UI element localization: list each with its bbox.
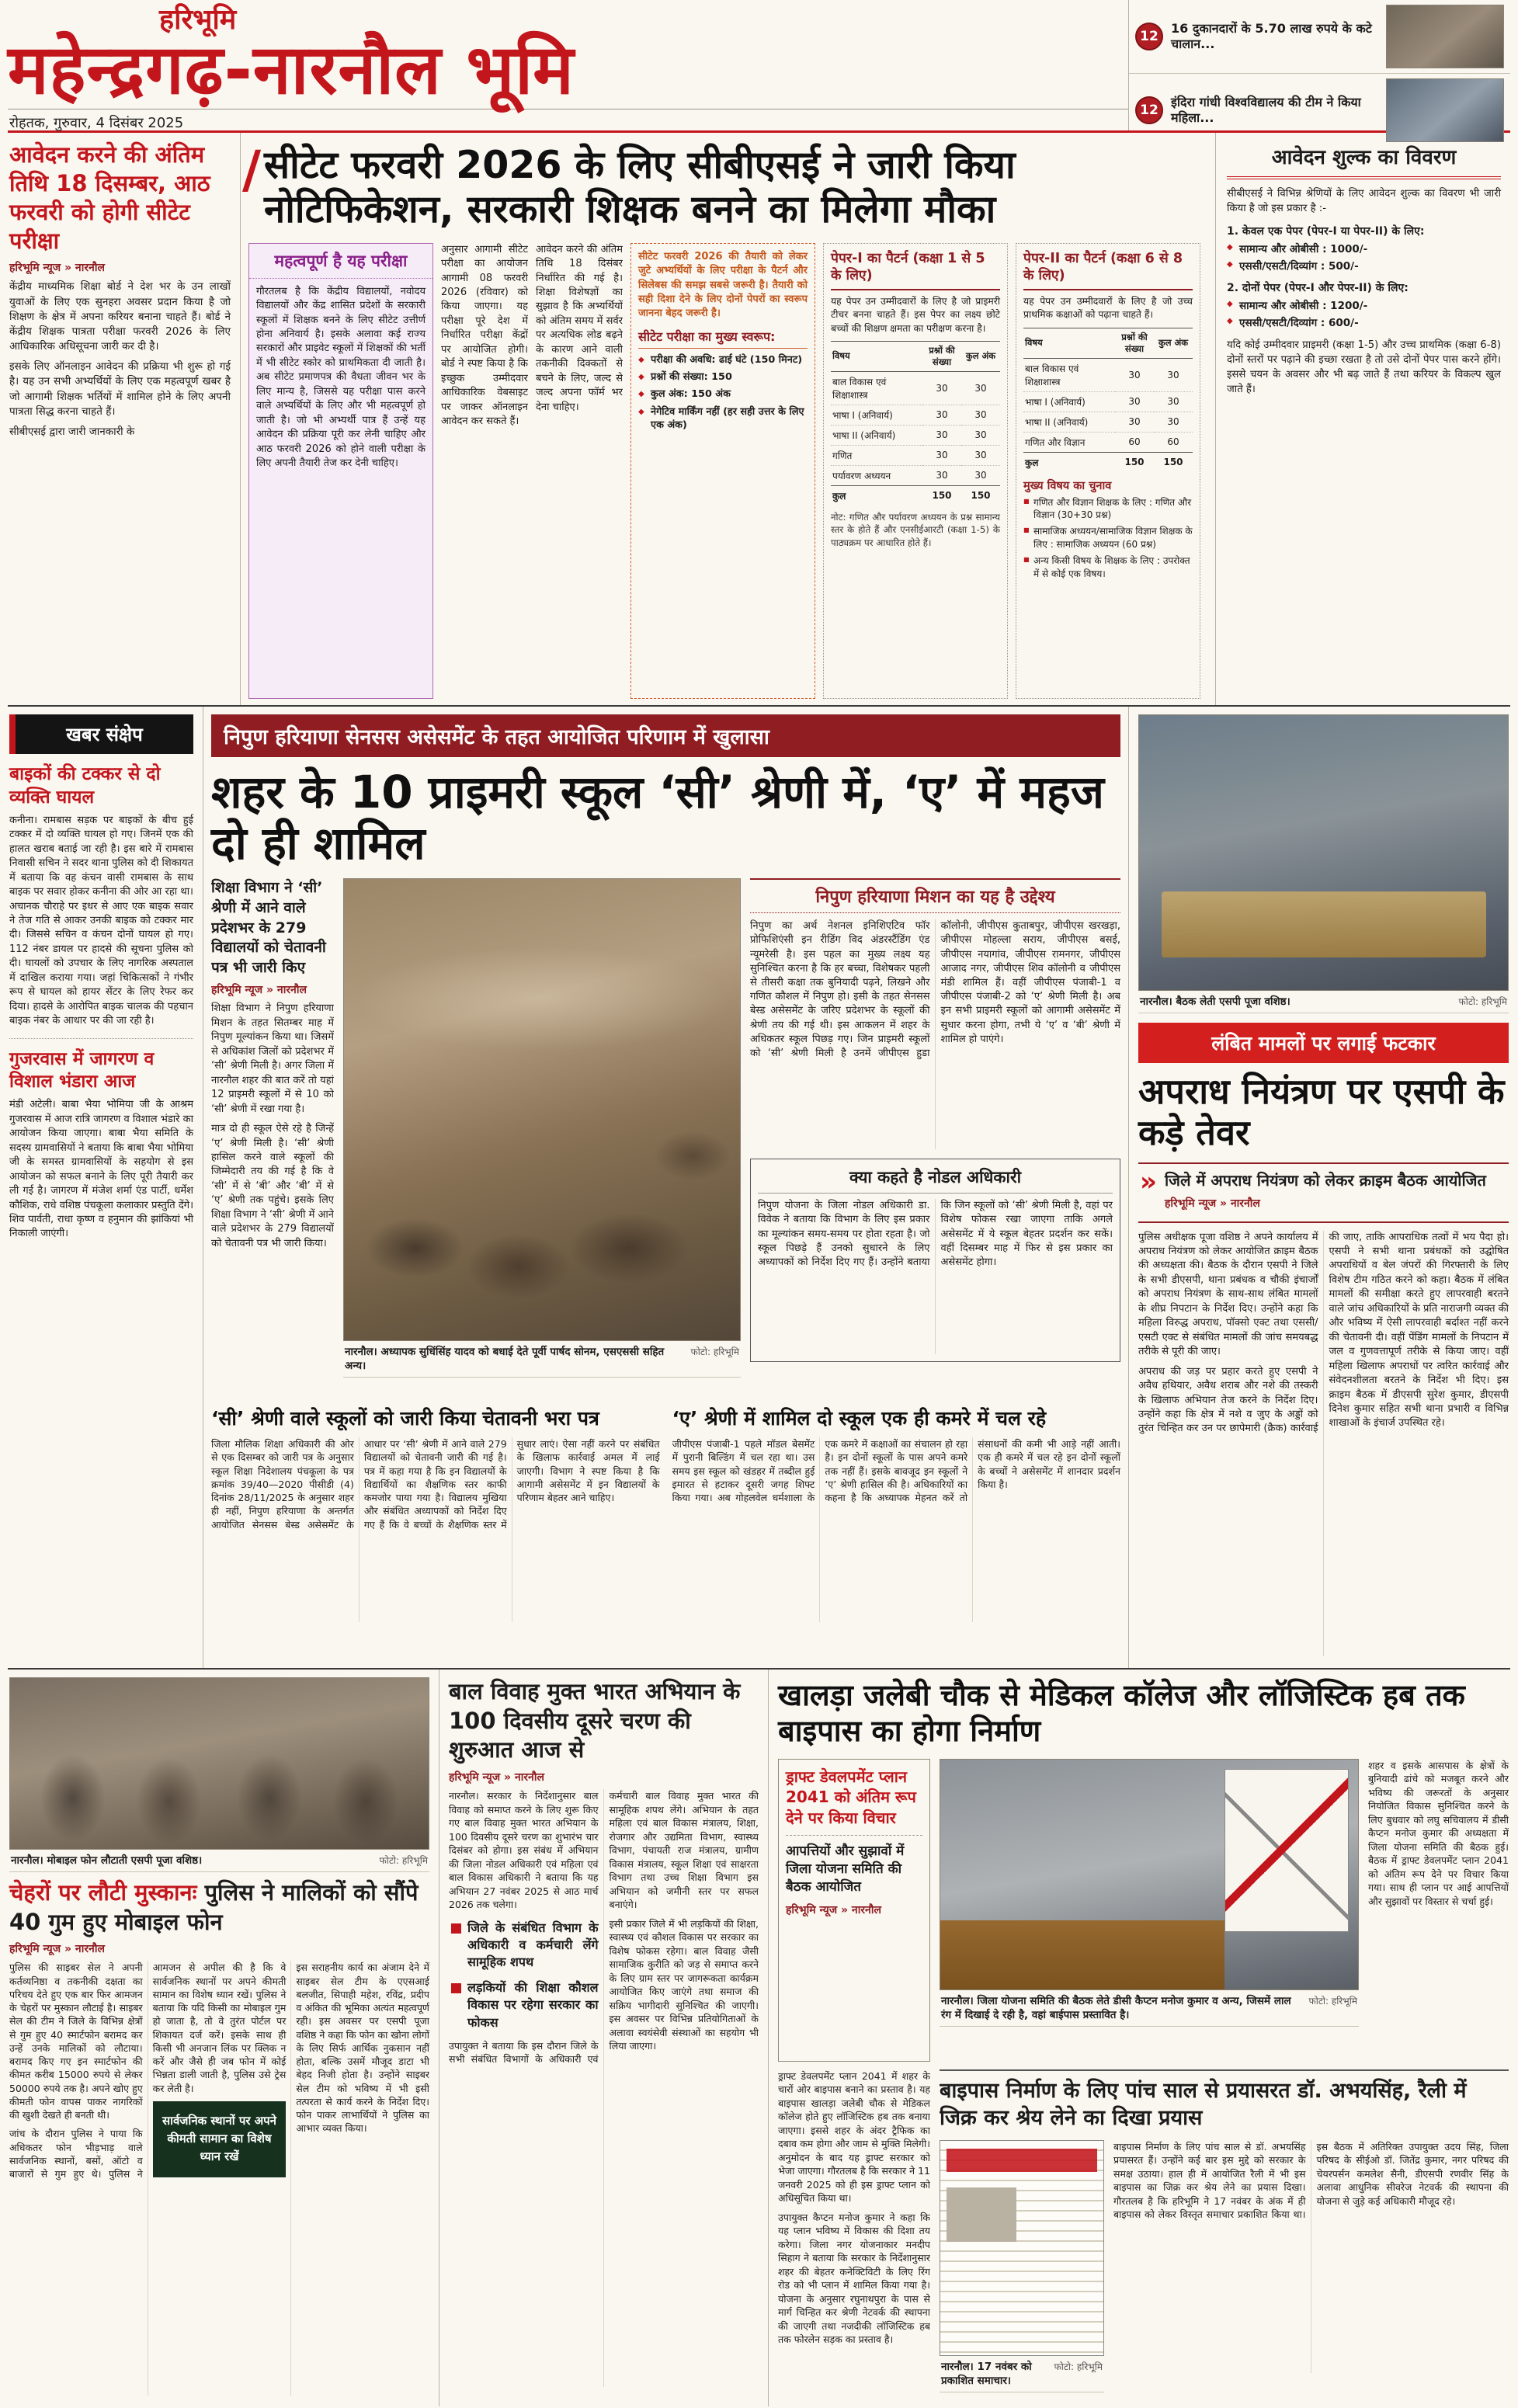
box-title: निपुण हरियाणा मिशन का यह है उद्देश्य <box>750 878 1120 913</box>
paragraph: मात्र दो ही स्कूल ऐसे रहे है जिन्हें ‘ए’ श्रेणी मिली है। ‘सी’ श्रेणी हासिल करने वाले स्कूलों की जिम्मेदारी तय की गई है कि वे ‘सी’ में से ‘बी’ और ‘बी’ में से ‘ए’ श्रेणी तक पहुंचे। इसके लिए शिक्षा विभाग ने ‘सी’ श्रेणी में आने वाले प्रदेशभर के 279 विद्यालयों को चेतावनी पत्र भी जारी किया। <box>211 1123 334 1249</box>
phones-photo-figure <box>9 1677 429 1872</box>
credit-sub-story <box>940 2069 1509 2400</box>
box-title: पेपर-II का पैटर्न (कक्षा 6 से 8 के लिए) <box>1023 250 1193 291</box>
table-cell: 30 <box>1115 358 1154 391</box>
photo-credit: फोटो: हरिभूमि <box>1308 1995 1357 2007</box>
list-item: ◆ कुल अंक: 150 अंक <box>638 387 808 401</box>
list-item: लड़कियों की शिक्षा कौशल विकास पर रहेगा सरकार का फोकस <box>449 1979 599 2031</box>
fee-lines <box>1227 298 1501 329</box>
nipun-body-row <box>211 878 1120 1397</box>
caption-text: नारनौल। अध्यापक सुधिंसिंह यादव को बधाई देते पूर्वी पार्षद सोनम, एसएससी सहित अन्य। <box>345 1346 665 1373</box>
planning-meeting-photo <box>940 1759 1359 1990</box>
list-item: ■ अन्य किसी विषय के शिक्षक के लिए : उपरोक्त में से कोई एक विषय। <box>1023 554 1193 581</box>
table-cell: गणित और विज्ञान <box>1023 432 1115 452</box>
paragraph: अपराध की जड़ पर प्रहार करते हुए एसपी ने अवैध हथियार, अवैध शराब और नशे की तस्करी के खिलाफ अभियान तेज करने के निर्देश दिए। उन्होंने कहा कि क्षेत्र में नशे व जुए के अड्डों को तुरंत चिन्हित कर उन पर छापेमारी (क्रैक) कार्रवाई की जाए, ताकि आपराधिक तत्वों में भय पैदा हो। एसपी ने सभी थाना प्रबंधकों को उद्घोषित अपराधियों व बेल जंपरों की गिरफ्तारी के लिए विशेष टीम गठित करने को कहा। बैठक में लंबित मामलों की समीक्षा करते हुए लापरवाही बरतने वाले जांच अधिकारियों के प्रति नाराजगी व्यक्त की और भविष्य में ऐसी लापरवाही बर्दाश्त नहीं करने की चेतावनी दी। वहीं पेंडिंग मामलों के निपटान में जल व गुणवत्तापूर्ण तरीके से किया जाए। वहीं महिला खिलाफ अपराधों पर त्वरित कार्रवाई और संवेदनशीलता बरतने के निर्देश भी दिए। इस क्राइम बैठक में डीएसपी सुरेश कुमार, डीएसपी दिनेश कुमार सहित सभी थाना प्रभारी व विभिन्न शाखाओं के इंचार्ज उपस्थित रहे। <box>1138 1231 1509 1435</box>
box-intro: यह पेपर उन उम्मीदवारों के लिए है जो उच्च प्राथमिक कक्षाओं को पढ़ाना चाहते हैं। <box>1023 296 1193 321</box>
table-cell: गणित <box>831 445 922 465</box>
table-cell: 30 <box>922 405 961 425</box>
paragraph: आवेदन करने की अंतिम तिथि 18 दिसंबर निर्धारित की गई है। शिक्षा विशेषज्ञों का सुझाव है कि अभ्यर्थियों को अंतिम समय में सर्वर पर अत्यधिक लोड बढ़ने के कारण आने वाली तकनीकी दिक्कतों से बचने के लिए, जल्द से जल्द अपना फॉर्म भर देना चाहिए। <box>536 243 623 413</box>
table-cell: 30 <box>922 425 961 445</box>
box-title: महत्वपूर्ण है यह परीक्षा <box>249 244 432 279</box>
box-title: ड्राफ्ट डेवलपमेंट प्लान 2041 को अंतिम रूप देने पर किया विचार <box>786 1767 922 1836</box>
table-header-row <box>1023 328 1193 358</box>
table-cell: कुल <box>1023 452 1115 472</box>
box-subtitle: मुख्य विषय का चुनाव <box>1023 479 1112 492</box>
byline: हरिभूमि न्यूज » नारनौल <box>211 984 307 997</box>
paper2-box <box>1016 243 1200 699</box>
table-cell: 150 <box>1115 452 1154 472</box>
marriage-headline: बाल विवाह मुक्त भारत अभियान के 100 दिवसीय दूसरे चरण की शुरुआत आज से <box>449 1678 741 1763</box>
caption-text: नारनौल। बैठक लेती एसपी पूजा वशिष्ठ। <box>1140 996 1290 1008</box>
nipun-sub-articles <box>211 1406 1120 1662</box>
nipun-left-column <box>211 878 334 1397</box>
list-item: ■ गणित और विज्ञान शिक्षक के लिए : गणित और विज्ञान (30+30 प्रश्न) <box>1023 496 1193 523</box>
news-in-brief-column <box>8 707 203 1668</box>
nipun-right-column <box>750 878 1120 1397</box>
fee-section-head: 2. दोनों पेपर (पेपर-I और पेपर-II) के लिए: <box>1227 282 1409 295</box>
photo-credit: फोटो: हरिभूमि <box>690 1346 739 1358</box>
table-cell: 30 <box>1154 391 1193 412</box>
byline: हरिभूमि न्यूज » नारनौल <box>786 1903 881 1916</box>
article-body <box>211 1002 334 1251</box>
brief-photo <box>1386 5 1504 68</box>
brief-article-body: मंडी अटेली। बाबा भैया भोमिया जी के आश्रम गुजरवास में आज रात्रि जागरण व विशाल भंडारे का आयोजन किया जाएगा। बाबा भैया समिति के सदस्य ग्रामवासियों ने बताया कि बाबा भैया भोमिया जी के समस्त ग्रामवासियों के सहयोग से इस आयोजन को सफल बनाने के लिए पूरी तैयारी कर ली गई है। जागरण में मंजेश शर्मा एंड पार्टी, धर्मेश कौशिक, राधे वशिष्ठ पंचकूला कलाकार प्रस्तुति देंगे। शिव पार्वती, राधा कृष्ण व हनुमान की झांकियां भी निकाली जाएंगी। <box>9 1099 193 1240</box>
photo-credit: फोटो: हरिभूमि <box>1054 2361 1103 2372</box>
table-cell: 30 <box>961 465 1000 485</box>
nipun-photo-figure <box>343 878 741 1397</box>
table-cell: 60 <box>1154 432 1193 452</box>
table-row <box>1023 412 1193 432</box>
photo-caption <box>343 1341 741 1378</box>
table-cell: 30 <box>1154 412 1193 432</box>
table-header-row <box>831 341 1000 371</box>
table-cell: कुल <box>831 485 922 506</box>
table-row <box>1023 358 1193 391</box>
box-body: निपुण का अर्थ नेशनल इनिशिएटिव फॉर प्रोफिशिएंसी इन रीडिंग विद अंडरस्टैंडिंग एंड न्यूमरेसी है। इस पहल का मुख्य लक्ष्य यह सुनिश्चित करना है कि हर बच्चा, विशेषकर पहली से तीसरी कक्षा तक बुनियादी पढ़ने, लिखने और गणित कौशल में निपुण हो। इसी के तहत सेनसस बेस्ड असेसमेंट के जरिए प्रदेशभर के स्कूलों की श्रेणी तय की गई थी। इस आकलन में शहर के अधिकतर स्कूल पिछड़ गए। जिन प्राइमरी स्कूलों को ‘सी’ श्रेणी मिली है उनमें जीपीएस हुडा कॉलोनी, जीपीएस कुताबपुर, जीपीएस खरखड़ा, जीपीएस मोहल्ला सराय, जीपीएस बसई, जीपीएस नयागांव, जीपीएस रामनगर, जीपीएस आजाद नगर, जीपीएस शिव कॉलोनी व जीपीएस मंडी शामिल हैं। वहीं जीपीएस पंजाबी-1 व जीपीएस पंजाबी-2 को ‘ए’ श्रेणी मिली है। अब इन सभी प्राइमरी स्कूलों को आगामी असेसमेंट में सुधार करना होगा, तभी ये ‘ए’ व ‘बी’ श्रेणी में शामिल हो पाएंगे। <box>750 920 1120 1059</box>
list-item: ◆ एससी/एसटी/दिव्यांग : 600/- <box>1227 315 1501 329</box>
box-title: सीटेट परीक्षा का मुख्य स्वरूप: <box>638 328 808 349</box>
table-cell: 150 <box>1154 452 1193 472</box>
table-cell: 60 <box>1115 432 1154 452</box>
sub-article-body: जिला मौलिक शिक्षा अधिकारी की ओर से एक दिसम्बर को जारी पत्र के अनुसार स्कूल शिक्षा निदेशालय पंचकूला के पत्र क्रमांक 39/40—2020 पीसीडी (4) दिनांक 28/11/2025 के अनुसार शहर ही नहीं, निपुण हरियाणा के अन्तर्गत आयोजित सेनसस बेस्ड असेसमेंट के आधार पर ‘सी’ श्रेणी में आने वाले 279 विद्यालयों को चेतावनी जारी की गई है। पत्र में कहा गया है कि इन विद्यालयों के विद्यार्थियों का शैक्षणिक स्तर काफी कमजोर पाया गया है। विद्यालय मुखिया और संबंधित अध्यापकों को निर्देश दिए गए हैं कि वे बच्चों के शैक्षणिक स्तर में सुधार लाएं। ऐसा नहीं करने पर संबंधित के खिलाफ कार्रवाई अमल में लाई जाएगी। विभाग ने स्पष्ट किया है कि आगामी असेसमेंट में इन विद्यालयों के परिणाम बेहतर आने चाहिए। <box>211 1438 660 1531</box>
article-body <box>9 280 231 440</box>
story-subhead: शिक्षा विभाग ने ‘सी’ श्रेणी में आने वाले प्रदेशभर के 279 विद्यालयों को चेतावनी पत्र भी जारी किए <box>211 879 326 976</box>
brief-article-headline: गुजरवास में जागरण व विशाल भंडारा आज <box>9 1048 155 1093</box>
paragraph: शिक्षा विभाग ने निपुण हरियाणा मिशन के तहत सितम्बर माह में निपुण मूल्यांकन किया था। जिसमें से अधिकांश जिलों को प्रदेशभर में ‘सी’ श्रेणी मिली है। अगर जिला में नारनौल शहर की बात करें तो यहां 12 प्राइमरी स्कूलों में से 10 को ‘सी’ श्रेणी में रखा गया है। <box>211 1002 334 1115</box>
page-number-badge: 12 <box>1135 96 1163 124</box>
newspaper-clipping <box>940 2140 1104 2356</box>
table-cell: भाषा I (अनिवार्य) <box>1023 391 1115 412</box>
article-body: बाइपास निर्माण के लिए पांच साल से डॉ. अभयसिंह प्रयासरत हैं। उन्होंने कई बार इस मुद्दे को सरकार के समक्ष उठाया। हाल ही में आयोजित रैली में भी इस बाइपास का जिक्र कर श्रेय लेने का प्रयास दिखा। गौरतलब है कि हरिभूमि ने 17 नवंबर के अंक में ही बाइपास को लेकर विस्तृत समाचार प्रकाशित किया था। इस बैठक में अतिरिक्त उपायुक्त उदय सिंह, जिला परिषद के सीईओ डॉ. जितेंद्र कुमार, नगर परिषद की चेयरपर्सन कमलेश सैनी, डीएसपी रणवीर सिंह के अलावा आधुनिक सीवरेज नेटवर्क की स्थापना की योजना से जुड़े कई अधिकारी मौजूद रहे। <box>1113 2140 1509 2221</box>
sub-article <box>672 1406 1121 1662</box>
sub-article-headline: ‘ए’ श्रेणी में शामिल दो स्कूल एक ही कमरे में चल रहे <box>672 1407 1047 1430</box>
table-row <box>831 425 1000 445</box>
list-item: ■ सामाजिक अध्ययन/सामाजिक विज्ञान शिक्षक के लिए : सामाजिक अध्ययन (60 प्रश्न) <box>1023 525 1193 551</box>
nodal-officer-box <box>750 1159 1120 1362</box>
plan-info-box <box>778 1759 930 2062</box>
masthead-brief <box>1129 0 1510 73</box>
byline: हरिभूमि न्यूज » नारनौल <box>1164 1197 1260 1210</box>
table-note: नोट: गणित और पर्यावरण अध्ययन के प्रश्न सामान्य स्तर के होते हैं और एनसीईआरटी (कक्षा 1-5) के पाठ्यक्रम पर आधारित होते हैं। <box>831 511 1000 548</box>
ctet-side-article <box>8 133 241 705</box>
column-header: प्रश्नों की संख्या <box>922 341 961 371</box>
brief-article-body: कनीना। रामबास सड़क पर बाइकों के बीच हुई टक्कर में दो व्यक्ति घायल हो गए। जिनमें एक की हालत खराब बताई जा रही है। इस बारे में रामबास निवासी सचिन ने सदर थाना पुलिस को दी शिकायत में बताया कि वह कंचन वासी रामबास के साथ बाइक पर सवार होकर कनीना की ओर आ रहा था। अचानक चौराहे पर इधर से आए एक बाइक सवार ने तेज गति से आकर उनकी बाइक को टक्कर मार दी। जिससे सचिन व कंचन दोनों घायल हो गए। 112 नंबर डायल पर हादसे की सूचना पुलिस को दी। घायलों को उपचार के लिए नागरिक अस्पताल में दाखिल कराया गया। जहां चिकित्सकों ने गंभीर रूप से घायल को हायर सेंटर के लिए रेफर कर दिया। हादसे के आरोपित बाइक चालक की पहचान बाइक नंबर के आधार पर की जा रही है। <box>9 814 193 1027</box>
bottom-section <box>8 1668 1510 2406</box>
photo-credit: फोटो: हरिभूमि <box>1458 996 1507 1007</box>
story-flag: लंबित मामलों पर लगाई फटकार <box>1138 1023 1509 1063</box>
sp-crime-story <box>1128 707 1510 1668</box>
ctet-side-headline: आवेदन करने की अंतिम तिथि 18 दिसम्बर, आठ फरवरी को होगी सीटेट परीक्षा <box>9 141 210 255</box>
page-number-badge: 12 <box>1135 23 1163 50</box>
article-body <box>9 1961 429 2396</box>
table-cell: 30 <box>961 405 1000 425</box>
box-body: गौरतलब है कि केंद्रीय विद्यालयों, नवोदय विद्यालयों और केंद्र शासित प्रदेशों के सरकारी स्कूलों में शिक्षक बनने के लिए सीटेट उत्तीर्ण होना अनिवार्य है। इसके अलावा कई राज्य सरकारों और प्राइवेट स्कूलों में शिक्षकों की भर्ती में भी सीटेट स्कोर को प्राथमिकता दी जाती है। अब सीटेट प्रमाणपत्र की वैधता जीवन भर के लिए मान्य है, जिससे यह परीक्षा पास करने वाले अभ्यर्थियों के लिए और भी महत्वपूर्ण हो जाती है। जो भी अभ्यर्थी पात्र हैं उन्हें यह आवेदन की प्रक्रिया पूरी कर लेनी चाहिए और आठ फरवरी 2026 को होने वाली परीक्षा के लिए अपनी तैयारी तेज कर देनी चाहिए। <box>256 285 426 470</box>
table-cell: 30 <box>961 425 1000 445</box>
dateline: रोहतक, गुरुवार, 4 दिसंबर 2025 <box>8 109 1128 132</box>
fee-section-head: 1. केवल एक पेपर (पेपर-I या पेपर-II) के लिए: <box>1227 225 1425 238</box>
photo-caption <box>940 1990 1359 2027</box>
paragraph: जांच के दौरान पुलिस ने पाया कि अधिकतर फोन भीड़भाड़ वाले सार्वजनिक स्थानों, बसों, ऑटो व बाजारों से गुम हुए थे। पुलिस ने आमजन से अपील की है कि वे सार्वजनिक स्थानों पर अपने कीमती सामान का विशेष ध्यान रखें। पुलिस ने बताया कि यदि किसी का मोबाइल गुम हो जाता है, तो वे तुरंत पोर्टल पर शिकायत दर्ज करें। इसके साथ ही किसी भी अनजान लिंक पर क्लिक न करें और जैसे ही जब फोन में कोई भिन्नता डाली जाती है, पुलिस उसे ट्रेस कर लेती है। <box>9 1961 287 2180</box>
box-title: क्या कहते है नोडल अधिकारी <box>758 1166 1113 1194</box>
story-subhead: जिले में अपराध नियंत्रण को लेकर क्राइम बैठक आयोजित <box>1164 1171 1486 1190</box>
table-cell: 30 <box>922 465 961 485</box>
bypass-story <box>769 1670 1510 2406</box>
paragraph: उपायुक्त ने बताया कि इस दौरान जिले के सभी संबंधित विभागों के अधिकारी एवं कर्मचारी बाल विवाह मुक्त भारत की सामूहिक शपथ लेंगे। अभियान के तहत महिला एवं बाल विकास मंत्रालय, शिक्षा, रोजगार और उद्यमिता विभाग, स्वास्थ्य विभाग, पंचायती राज मंत्रालय, ग्रामीण विकास मंत्रालय, स्कूल शिक्षा एवं साक्षरता विभाग तथा उच्च शिक्षा विभाग इस अभियान को जमीनी स्तर पर सफल बनाएंगे। <box>449 1790 759 2066</box>
table-cell: 150 <box>922 485 961 506</box>
table-row <box>1023 391 1193 412</box>
paragraph: इस सराहनीय कार्य का अंजाम देने में साइबर सेल टीम के एएसआई बलजीत, सिपाही महेश, रविंद्र, प्रदीप व अंकित की भूमिका अत्यंत महत्वपूर्ण रही। इस अवसर पर एसपी पूजा वशिष्ठ ने कहा कि फोन का खोना लोगों के लिए सिर्फ आर्थिक नुकसान नहीं होता, बल्कि उसमें मौजूद डाटा भी बेहद निजी होता है। उन्होंने साइबर सेल टीम को भविष्य में भी इसी तत्परता से कार्य करने के निर्देश दिए। फोन पाकर लाभार्थियों ने पुलिस का आभार व्यक्त किया। <box>296 1961 429 2135</box>
table-row <box>1023 432 1193 452</box>
table-cell: बाल विकास एवं शिक्षाशास्त्र <box>831 371 922 405</box>
list-item: ◆ नेगेटिव मार्किंग नहीं (हर सही उत्तर के लिए एक अंक) <box>638 405 808 433</box>
table-row <box>831 445 1000 465</box>
text-column <box>536 243 623 699</box>
paragraph: सीबीएसई द्वारा जारी जानकारी के <box>9 425 135 438</box>
paragraph: उपायुक्त कैप्टन मनोज कुमार ने कहा कि यह प्लान भविष्य में विकास की दिशा तय करेगा। जिला नगर योजनाकार मनदीप सिहाग ने बताया कि सरकार के निर्देशानुसार शहर की बेहतर कनेक्टिविटी के लिए रिंग रोड को भी प्लान में शामिल किया गया है। योजना के अनुसार रघुनाथपुरा के पास से मार्ग चिन्हित कर श्रेणी नेटवर्क की स्थापना की जाएगी तथा नजदीकी लॉजिस्टिक हब तक फोरलेन सड़क का प्रस्ताव है। <box>778 2211 930 2346</box>
table-cell: बाल विकास एवं शिक्षाशास्त्र <box>1023 358 1115 391</box>
sub-article <box>211 1406 660 1662</box>
caption-text: नारनौल। जिला योजना समिति की बैठक लेते डीसी कैप्टन मनोज कुमार व अन्य, जिसमें लाल रंग में दिखाई दे रही है, वहां बाईपास प्रस्तावित है। <box>941 1994 1291 2021</box>
table-row <box>831 371 1000 405</box>
sp-headline: अपराध नियंत्रण पर एसपी के कड़े तेवर <box>1138 1071 1505 1154</box>
list-item: जिले के संबंधित विभाग के अधिकारी व कर्मचारी लेंगे सामूहिक शपथ <box>449 1920 599 1972</box>
table-row <box>831 465 1000 485</box>
choice-items <box>1023 496 1193 581</box>
table-cell: 30 <box>922 445 961 465</box>
column-header: विषय <box>831 341 922 371</box>
bypass-bottom-row <box>778 2069 1509 2400</box>
paragraph: पुलिस की साइबर सेल ने अपनी कर्तव्यनिष्ठा व तकनीकी दक्षता का परिचय देते हुए एक बार फिर आमजन के चेहरों पर मुस्कान लौटाई है। साइबर सेल की टीम ने जिले के विभिन्न क्षेत्रों से गुम हुए 40 स्मार्टफोन बरामद कर उन्हें उनके मालिकों को लौटाया। बरामद किए गए इन स्मार्टफोन की कीमत करीब 15000 रुपये से लेकर 50000 रुपये तक है। अपने खोए हुए कीमती फोन वापस पाकर नागरिकों की खुशी देखते ही बनती थी। <box>9 1961 143 2121</box>
box-intro: यह पेपर उन उम्मीदवारों के लिए है जो प्राइमरी टीचर बनना चाहते हैं। इस पेपर का लक्ष्य छोटे बच्चों की शिक्षण क्षमता का परीक्षण करना है। <box>831 296 1000 334</box>
column-header: कुल अंक <box>961 341 1000 371</box>
map-inset <box>1224 1769 1349 1932</box>
child-marriage-story <box>439 1670 769 2406</box>
brief-article-headline: बाइकों की टक्कर से दो व्यक्ति घायल <box>9 764 161 808</box>
ctet-columns <box>241 243 1215 705</box>
box-intro: सीबीएसई ने विभिन्न श्रेणियों के लिए आवेदन शुल्क का विवरण भी जारी किया है जो इस प्रकार है :- <box>1227 188 1501 214</box>
format-items <box>638 353 808 432</box>
paragraph: अनुसार आगामी सीटेट परीक्षा का आयोजन आगामी 08 फरवरी 2026 (रविवार) को किया जाएगा। यह परीक्षा पूरे देश में निर्धारित परीक्षा केंद्रों पर आयोजित होगी। बोर्ड ने स्पष्ट किया है कि इच्छुक उम्मीदवार आधिकारिक वेबसाइट पर जाकर ऑनलाइन आवेदन कर सकते हैं। <box>441 243 528 428</box>
caption-text: नारनौल। 17 नवंबर को प्रकाशित समाचार। <box>941 2360 1032 2387</box>
paper1-box <box>823 243 1008 699</box>
nipun-story <box>203 707 1128 1668</box>
credit-headline: बाइपास निर्माण के लिए पांच साल से प्रयासरत डॉ. अभयसिंह, रैली में जिक्र कर श्रेय लेने का दिखा प्रयास <box>940 2078 1467 2131</box>
text-column <box>441 243 528 699</box>
photo-credit: फोटो: हरिभूमि <box>379 1855 428 1866</box>
brief-headline: 16 दुकानदारों के 5.70 लाख रुपये के कटे चालान... <box>1171 21 1372 51</box>
column-header: विषय <box>1023 328 1115 358</box>
table-cell: 30 <box>961 371 1000 405</box>
group-photo <box>9 1677 429 1850</box>
photo-caption <box>940 2356 1104 2392</box>
text-column <box>778 2069 930 2400</box>
masthead-left <box>8 0 1128 130</box>
exam-format-box <box>630 243 815 699</box>
sub-article-headline: ‘सी’ श्रेणी वाले स्कूलों को जारी किया चेतावनी भरा पत्र <box>211 1407 599 1430</box>
divider <box>9 1038 193 1039</box>
edition-title: महेन्द्रगढ़-नारनौल भूमि <box>8 30 575 109</box>
table-row <box>831 405 1000 425</box>
important-exam-box <box>248 243 433 699</box>
story-kicker: निपुण हरियाणा सेनसस असेसमेंट के तहत आयोजित परिणाम में खुलासा <box>211 714 1120 757</box>
paragraph: पुलिस अधीक्षक पूजा वशिष्ठ ने अपने कार्यालय में अपराध नियंत्रण को लेकर आयोजित क्राइम बैठक की अध्यक्षता की। बैठक के दौरान एसपी ने जिले के सभी डीएसपी, थाना प्रबंधक व चौकी इंचार्जों को अपराध नियंत्रण के साथ-साथ लंबित मामलों के शीघ्र निपटान के निर्देश दिए। उन्होंने कहा कि महिला विरुद्ध अपराध, पॉक्सो एक्ट तथा एससी/एसटी एक्ट से संबंधित मामलों की जांच समयबद्ध तरीके से पूरी की जाए। <box>1138 1231 1318 1358</box>
list-item: ◆ परीक्षा की अवधि: ढाई घंटे (150 मिनट) <box>638 353 808 367</box>
masthead <box>8 0 1510 130</box>
middle-section <box>8 705 1510 1668</box>
table-cell: भाषा II (अनिवार्य) <box>831 425 922 445</box>
meeting-photo <box>1138 714 1509 991</box>
table-cell: भाषा I (अनिवार्य) <box>831 405 922 425</box>
list-item: ◆ एससी/एसटी/दिव्यांग : 500/- <box>1227 259 1501 273</box>
table-cell: 30 <box>1115 391 1154 412</box>
sub-article-body: जीपीएस पंजाबी-1 पहले मॉडल बेसमेंट में पुरानी बिल्डिंग में चल रहा था। उस समय इस स्कूल को खंडहर में तब्दील हुई इमारत से हटाकर दूसरी जगह शिफ्ट किया गया। अब गोहलवेल धर्मशाला के एक कमरे में कक्षाओं का संचालन हो रहा है। इन दोनों स्कूलों के पास अपने कमरे तक नहीं हैं। इसके बावजूद इन स्कूलों ने ‘ए’ श्रेणी हासिल की है। अधिकारियों का कहना है कि अध्यापक मेहनत करें तो संसाधनों की कमी भी आड़े नहीं आती। एक ही कमरे में चल रहे इन दोनों स्कूलों के बच्चों ने असेसमेंट में शानदार प्रदर्शन किया है। <box>672 1438 1120 1504</box>
ctet-main <box>241 133 1215 705</box>
column-header: कुल अंक <box>1154 328 1193 358</box>
paragraph: नारनौल। सरकार के निर्देशानुसार बाल विवाह को समाप्त करने के लिए शुरू किए गए बाल विवाह मुक्त भारत अभियान के 100 दिवसीय दूसरे चरण का शुभारंभ चार दिसंबर को होगा। इस संबंध में अभियान की जिला नोडल अधिकारी एवं महिला एवं बाल विकास अधिकारी ने बताया कि यह अभियान 27 नवंबर 2025 से आठ मार्च 2026 तक चलेगा। <box>449 1790 599 1911</box>
list-item: ◆ सामान्य और ओबीसी : 1000/- <box>1227 241 1501 255</box>
paragraph: इसके लिए ऑनलाइन आवेदन की प्रक्रिया भी शुरू हो गई है। यह उन सभी अभ्यर्थियों के लिए एक महत्वपूर्ण खबर है जो आगामी शिक्षक भर्तियों में शामिल होने के लिए अपनी पात्रता सिद्ध करना चाहते हैं। <box>9 360 231 418</box>
chevron-icon: » <box>1140 1166 1157 1198</box>
table-cell: 30 <box>1154 358 1193 391</box>
table-cell: 30 <box>922 371 961 405</box>
nipun-headline: शहर के 10 प्राइमरी स्कूल ‘सी’ श्रेणी में, ‘ए’ में महज दो ही शामिल <box>211 766 1104 870</box>
ctet-section <box>8 130 1510 705</box>
text-column <box>1368 1759 1509 2062</box>
ctet-main-headline: / सीटेट फरवरी 2026 के लिए सीबीएसई ने जारी किया नोटिफिकेशन, सरकारी शिक्षक बनने का मिलेगा मौका <box>241 133 1215 243</box>
box-subtitle: आपत्तियों और सुझावों में जिला योजना समिति की बैठक आयोजित <box>786 1843 905 1895</box>
sp-photo-figure <box>1138 714 1509 1013</box>
caption-text: नारनौल। मोबाइल फोन लौटाती एसपी पूजा वशिष्ठ। <box>11 1854 203 1867</box>
article-body <box>1138 1231 1509 1656</box>
fees-box <box>1215 133 1510 705</box>
headline-lead: चेहरों पर लौटी मुस्कानः <box>9 1879 197 1906</box>
table-row <box>1023 452 1193 472</box>
mobile-phones-story <box>8 1670 439 2406</box>
list-item: ◆ सामान्य और ओबीसी : 1200/- <box>1227 298 1501 312</box>
classroom-photo <box>343 878 741 1341</box>
sp-subhead-box <box>1138 1162 1509 1222</box>
table-cell: पर्यावरण अध्ययन <box>831 465 922 485</box>
paragraph: केंद्रीय माध्यमिक शिक्षा बोर्ड ने देश भर के उन लाखों युवाओं के लिए एक सुनहरा अवसर प्रदान किया है जो शिक्षण के क्षेत्र में अपना करियर बनाना चाहते हैं। बोर्ड ने केंद्रीय शिक्षक पात्रता परीक्षा फरवरी 2026 के लिए आधिकारिक अधिसूचना जारी कर दी है। <box>9 280 231 353</box>
table-cell: 30 <box>1115 412 1154 432</box>
story-bullets <box>449 1920 599 2031</box>
table-row <box>831 485 1000 506</box>
bypass-top-row <box>778 1759 1509 2062</box>
table-cell: 150 <box>961 485 1000 506</box>
byline: हरिभूमि न्यूज » नारनौल <box>449 1771 544 1784</box>
fee-tail: यदि कोई उम्मीदवार प्राइमरी (कक्षा 1-5) और उच्च प्राथमिक (कक्षा 6-8) दोनों स्तरों पर पढ़ाने की इच्छा रखता है तो उसे दोनों पेपर पास करने होंगे। इससे चयन के अवसर और भी बढ़ जाते हैं तथा करियर के विकल्प खुल जाते हैं। <box>1227 339 1501 395</box>
byline: हरिभूमि न्यूज » नारनौल <box>9 262 105 275</box>
table-cell: भाषा II (अनिवार्य) <box>1023 412 1115 432</box>
phones-headline <box>9 1878 429 1937</box>
byline: हरिभूमि न्यूज » नारनौल <box>9 1943 105 1956</box>
masthead-briefs <box>1128 0 1510 130</box>
column-title: खबर संक्षेप <box>9 714 193 754</box>
paper1-table <box>831 341 1000 506</box>
photo-caption <box>9 1850 429 1872</box>
brief-photo <box>1386 78 1504 142</box>
headline-rest: पुलिस ने मालिकों को सौंपे 40 गुम हुए मोबाइल फोन <box>9 1879 419 1935</box>
column-header: प्रश्नों की संख्या <box>1115 328 1154 358</box>
box-title: पेपर-I का पैटर्न (कक्षा 1 से 5 के लिए) <box>831 250 1000 291</box>
article-body <box>449 1789 759 2387</box>
news-clipping-figure <box>940 2140 1104 2392</box>
photo-caption <box>1138 991 1509 1013</box>
pull-quote: सार्वजनिक स्थानों पर अपने कीमती सामान का विशेष ध्यान रखें <box>153 2101 287 2177</box>
paragraph: इसी प्रकार जिले में भी लड़कियों की शिक्षा, स्वास्थ्य एवं कौशल विकास पर सरकार का विशेष फोकस रहेगा। बाल विवाह जैसी सामाजिक कुरीति को जड़ से समाप्त करने के लिए ग्राम स्तर पर जागरूकता कार्यक्रम आयोजित किए जाएंगे तथा समाज की सक्रिय भागीदारी सुनिश्चित की जाएगी। इस अवसर पर विभिन्न प्रतियोगिताओं के अलावा स्वयंसेवी संस्थाओं का सहयोग भी लिया जाएगा। <box>609 1917 759 2052</box>
box-body: निपुण योजना के जिला नोडल अधिकारी डा. विवेक ने बताया कि विभाग के लिए इस प्रकार का मूल्यांकन समय-समय पर होता रहता है। जो स्कूल पिछड़े हैं उनको सुधारने के लिए अध्यापकों को निर्देश दिए गए हैं। उन्होंने बताया कि जिन स्कूलों को ‘सी’ श्रेणी मिली है, वहां पर विशेष फोकस रखा जाएगा ताकि अगले असेसमेंट में ये स्कूल बेहतर प्रदर्शन कर सकें। वहीं दिसम्बर माह में फिर से इस प्रकार का असेसमेंट होगा। <box>758 1200 1113 1268</box>
paper2-table <box>1023 328 1193 472</box>
brand-logo: हरिभूमि <box>159 4 237 36</box>
bypass-headline: खालड़ा जलेबी चौक से मेडिकल कॉलेज और लॉजिस्टिक हब तक बाइपास का होगा निर्माण <box>778 1678 1465 1749</box>
box-intro: सीटेट फरवरी 2026 की तैयारी को लेकर जुटे अभ्यर्थियों के लिए परीक्षा के पैटर्न और सिलेबस की समझ सबसे जरूरी है। तैयारी को सही दिशा देने के लिए दोनों पेपरों का स्वरूप जानना बेहद जरूरी है। <box>638 250 808 320</box>
fee-lines <box>1227 241 1501 273</box>
bypass-photo-figure <box>940 1759 1359 2062</box>
credit-row <box>940 2140 1509 2392</box>
list-item: ◆ प्रश्नों की संख्या: 150 <box>638 370 808 384</box>
brief-headline: इंदिरा गांधी विश्वविद्यालय की टीम ने किया महिला... <box>1171 95 1361 125</box>
paragraph: ड्राफ्ट डेवलपमेंट प्लान 2041 में शहर के चारों ओर बाइपास बनाने का प्रस्ताव है। यह बाइपास खालड़ा जलेबी चौक से मेडिकल कॉलेज होते हुए लॉजिस्टिक हब तक बनाया जाएगा। इससे शहर के अंदर ट्रैफिक का दबाव कम होगा और जाम से मुक्ति मिलेगी। अनुमोदन के बाद यह ड्राफ्ट सरकार को भेजा जाएगा। गौरतलब है कि सरकार ने 11 जनवरी 2025 को ही इस ड्राफ्ट प्लान को अधिसूचित किया था। <box>778 2069 930 2205</box>
paragraph: शहर व इसके आसपास के क्षेत्रों के बुनियादी ढांचे को मजबूत करने और भविष्य की जरूरतों के अनुसार नियोजित विकास सुनिश्चित करने के लिए बुधवार को लघु सचिवालय में डीसी कैप्टन मनोज कुमार की अध्यक्षता में जिला योजना समिति की बैठक हुई। बैठक में ड्राफ्ट डेवलपमेंट प्लान 2041 को अंतिम रूप देने पर विचार किया गया। साथ ही प्लान पर आई आपत्तियों और सुझावों पर विस्तार से चर्चा हुई। <box>1368 1759 1509 1907</box>
table-cell: 30 <box>961 445 1000 465</box>
box-title: आवेदन शुल्क का विवरण <box>1227 142 1501 179</box>
